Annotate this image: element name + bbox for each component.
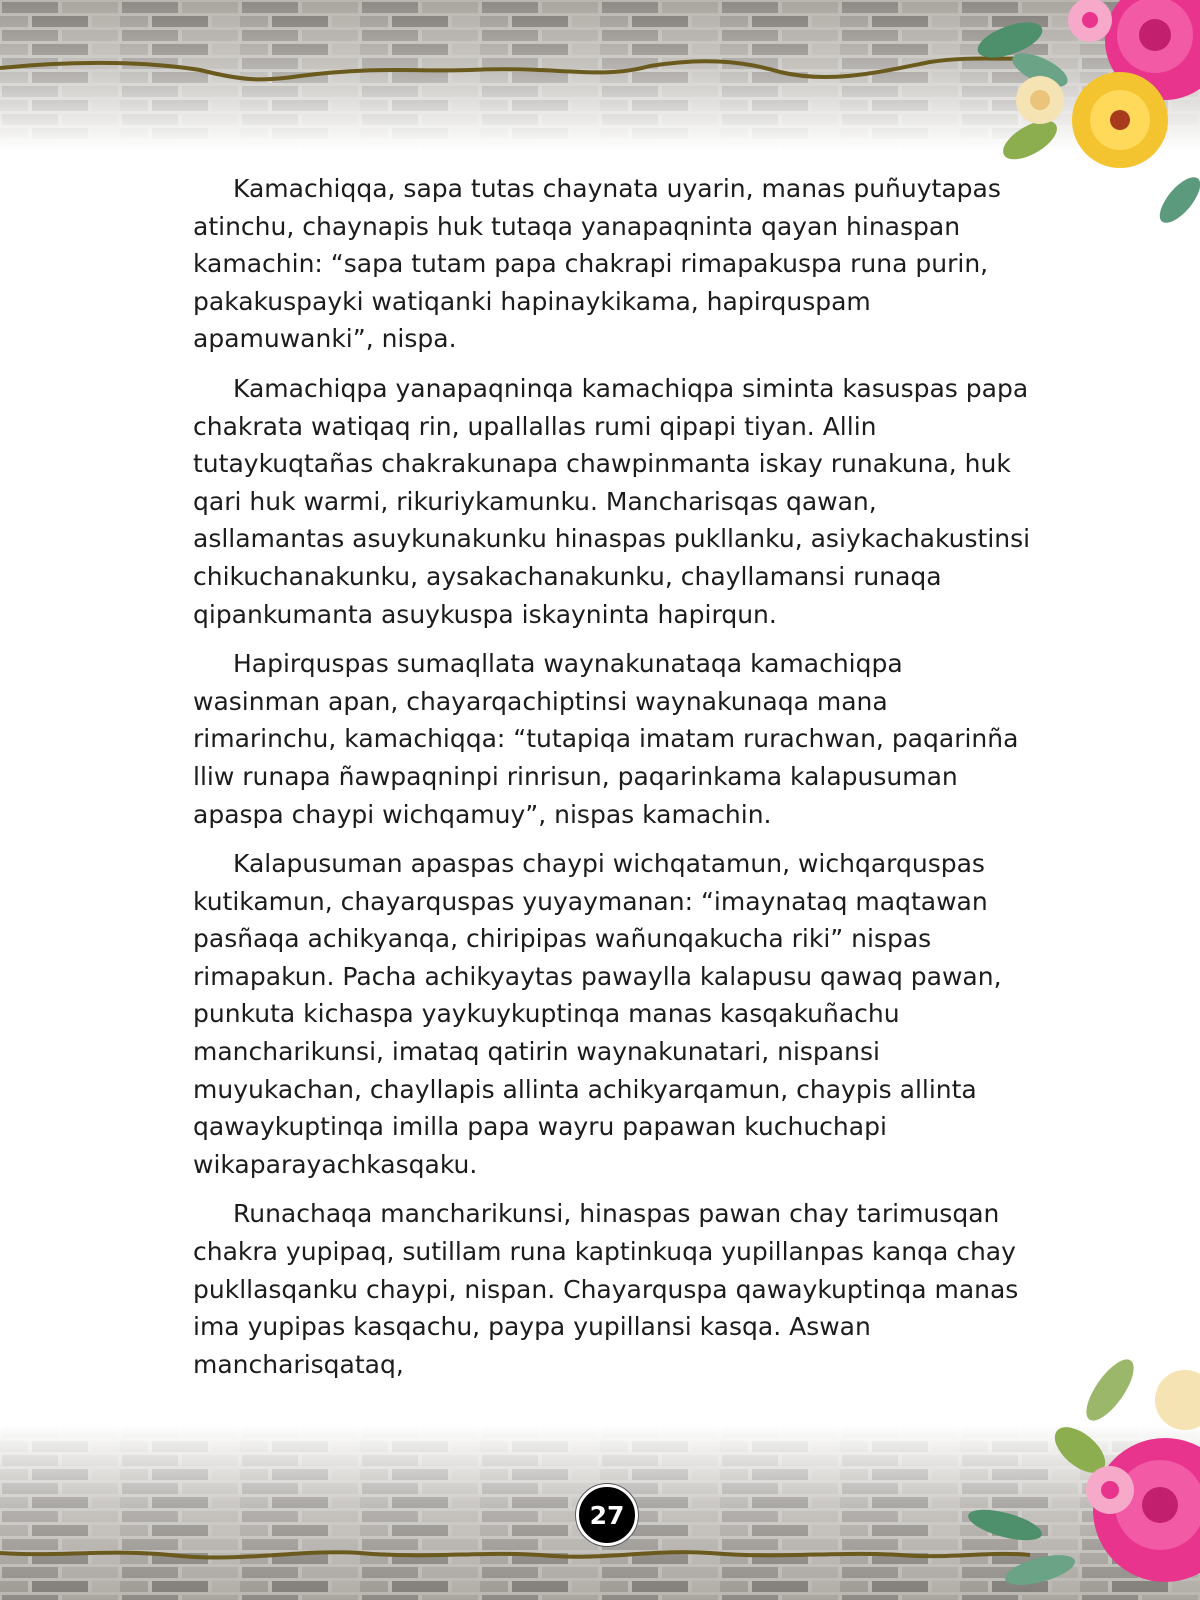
paragraph-4: Kalapusuman apaspas chaypi wichqatamun, wichqarquspas kutikamun, chayarquspas yuyaymanan: “imaynataq maqtawan pasñaqa achikyanqa, chiripipas wañunqakucha riki” nispas rimapakun. Pacha achikyaytas pawaylla kalapusu qawaq pawan, punkuta kichaspa yaykuykuptinqa manas kasqakuñachu mancharikunsi, imataq qatirin waynakunatari, nispansi muyukachan, chayllapis allinta achikyarqamun, chaypis allinta qawaykuptinqa imilla papa wayru papawan kuchuchapi wikaparayachkasqaku. [193, 849, 1002, 1179]
flower-decoration-bottom-right [960, 1340, 1200, 1600]
story-text [193, 170, 1033, 1395]
page-number-badge: 27 [576, 1484, 638, 1546]
paragraph-2: Kamachiqpa yanapaqninqa kamachiqpa siminta kasuspas papa chakrata watiqaq rin, upallallas rumi qipapi tiyan. Allin tutaykuqtañas chakrakunapa chawpinmanta iskay runakuna, huk qari huk warmi, rikuriykamunku. Mancharisqas qawan, asllamantas asuykunakunku hinaspas pukllanku, asiykachakustinsi chikuchanakunku, aysakachanakunku, chayllamansi runaqa qipankumanta asuykuspa iskayninta hapirqun. [193, 373, 1031, 629]
paragraph-1: Kamachiqqa, sapa tutas chaynata uyarin, manas puñuytapas atinchu, chaynapis huk tutaqa yanapaqninta qayan hinaspan kamachin: “sapa tutam papa chakrapi rimapakuspa runa purin, pakakuspayki watiqanki hapinaykikama, hapirquspam apamuwanki”, nispa. [193, 174, 1001, 354]
paragraph-3: Hapirquspas sumaqllata waynakunataqa kamachiqpa wasinman apan, chayarqachiptinsi waynakunaqa mana rimarinchu, kamachiqqa: “tutapiqa imatam rurachwan, paqarinña lliw runapa ñawpaqninpi rinrisun, paqarinkama kalapusuman apaspa chaypi wichqamuy”, nispas kamachin. [193, 649, 1019, 829]
paragraph-5: Runachaqa mancharikunsi, hinaspas pawan chay tarimusqan chakra yupipaq, sutillam runa kaptinkuqa yupillanpas kanqa chay pukllasqanku chaypi, nispan. Chayarquspa qawaykuptinqa manas ima yupipas kasqachu, paypa yupillansi kasqa. Aswan mancharisqataq, [193, 1199, 1019, 1379]
